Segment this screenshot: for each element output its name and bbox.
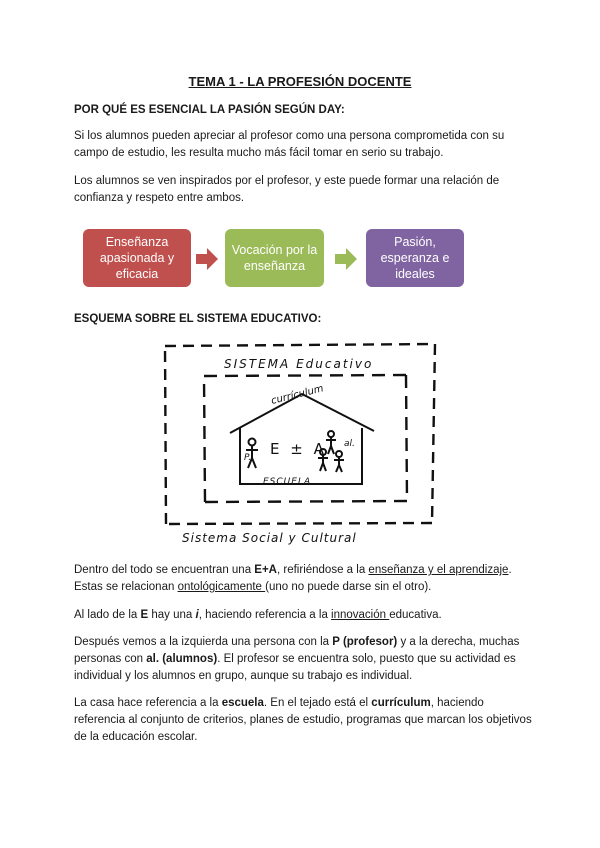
flow-arrow-right-icon	[196, 248, 218, 270]
paragraph-teacher-students	[74, 634, 534, 685]
text: , haciendo referencia a la	[198, 609, 332, 621]
paragraph-committed-teacher: Si los alumnos pueden apreciar al profesor como una persona comprometida con su campo de estudio, les resulta mucho más fácil tomar en serio su trabajo.	[74, 130, 505, 159]
text: Dentro del todo se encuentran una	[74, 564, 255, 576]
section-heading-scheme: ESQUEMA SOBRE EL SISTEMA EDUCATIVO:	[74, 313, 322, 325]
paragraph-school-curriculum	[74, 695, 534, 746]
text: La casa hace referencia a la	[74, 697, 222, 709]
teaching-learning-underline: enseñanza y el aprendizaje	[368, 564, 509, 576]
page-title: TEMA 1 - LA PROFESIÓN DOCENTE	[188, 74, 412, 89]
teacher-emphasis: P (profesor)	[332, 636, 398, 648]
flow-box-passionate-teaching	[83, 229, 191, 287]
sketch-students-label: al.	[344, 439, 355, 449]
ontological-underline: ontológicamente	[177, 581, 266, 593]
text: educativa.	[389, 609, 442, 621]
school-emphasis: escuela	[221, 697, 264, 709]
text: Al lado de la	[74, 609, 141, 621]
section-heading-passion: POR QUÉ ES ESENCIAL LA PASIÓN SEGÚN DAY:	[74, 104, 345, 116]
text: hay una	[148, 609, 196, 621]
text: . Estas se relacionan	[74, 564, 512, 593]
education-system-sketch	[160, 338, 445, 553]
paragraph-innovation	[74, 607, 534, 624]
flow-box-label: Pasión, esperanza e ideales	[380, 235, 450, 281]
text: . El profesor se encuentra solo, puesto que su actividad es individual y los alumnos en grupo, aunque su trabajo es individual.	[74, 653, 516, 682]
sketch-curriculum-label: currículum	[270, 383, 325, 407]
ea-emphasis: E+A	[254, 564, 277, 576]
text: , refiriéndose a la	[277, 564, 369, 576]
flow-box-passion-hope	[366, 229, 464, 287]
i-emphasis: i	[195, 609, 199, 621]
text: Después vemos a la izquierda una persona con la	[74, 636, 333, 648]
sketch-school-label: ESCUELA	[263, 477, 312, 487]
flow-box-vocation	[225, 229, 324, 287]
paragraph-inspiration: Los alumnos se ven inspirados por el profesor, y este puede formar una relación de confianza y respeto entre ambos.	[74, 175, 500, 204]
flow-box-label: Vocación por la enseñanza	[231, 243, 318, 273]
flow-arrow-right-icon	[335, 248, 357, 270]
text: (uno no puede darse sin el otro).	[265, 581, 432, 593]
sketch-teacher-label: P.	[244, 453, 252, 463]
e-emphasis: E	[140, 609, 149, 621]
paragraph-e-plus-a	[74, 562, 534, 596]
sketch-formula: E ± A	[270, 440, 327, 458]
sketch-system-label: SISTEMA Educativo	[224, 357, 374, 371]
text: y a la derecha, muchas personas con	[74, 636, 520, 665]
text: , haciendo referencia al conjunto de criterios, planes de estudio, programas que marcan los objetivos de la educación escolar.	[74, 697, 532, 743]
students-emphasis: al. (alumnos)	[146, 653, 218, 665]
text: . En el tejado está el	[263, 697, 372, 709]
flow-box-label: Enseñanza apasionada y eficacia	[99, 235, 175, 281]
curriculum-emphasis: currículum	[371, 697, 431, 709]
sketch-social-cultural-label: Sistema Social y Cultural	[182, 531, 357, 545]
innovation-underline: innovación	[331, 609, 390, 621]
